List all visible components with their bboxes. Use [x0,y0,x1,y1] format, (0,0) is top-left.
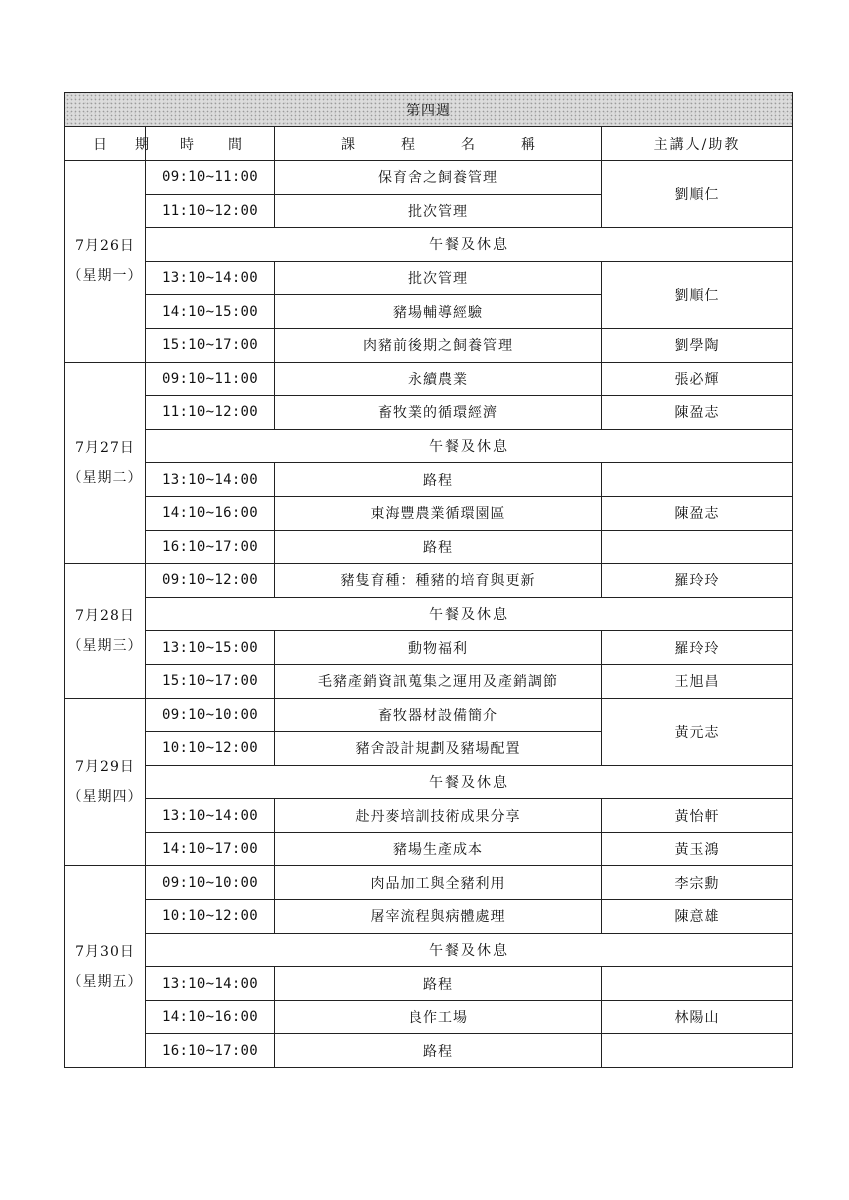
course-cell: 豬隻育種：種豬的培育與更新 [275,564,602,598]
lunch-cell: 午餐及休息 [146,765,793,799]
weekday-label: （星期二） [67,469,143,486]
schedule-table [64,92,793,1068]
table-row [65,967,793,1001]
header-date: 日期 [65,127,146,161]
lunch-row [65,228,793,262]
date-cell [65,564,146,698]
time-cell: 14:10~15:00 [146,295,275,329]
time-cell: 11:10~12:00 [146,194,275,228]
date-cell [65,161,146,363]
course-cell: 畜牧器材設備簡介 [275,698,602,732]
time-cell: 09:10~11:00 [146,161,275,195]
course-cell: 批次管理 [275,261,602,295]
table-row [65,799,793,833]
time-cell: 09:10~12:00 [146,564,275,598]
speaker-cell: 陳盈志 [602,496,793,530]
table-row [65,631,793,665]
weekday-label: （星期一） [67,268,143,285]
time-cell: 13:10~14:00 [146,261,275,295]
speaker-cell [602,1034,793,1068]
lunch-row [65,597,793,631]
header-speaker: 主講人/助教 [602,127,793,161]
lunch-row [65,765,793,799]
speaker-cell: 陳盈志 [602,396,793,430]
course-cell: 保育舍之飼養管理 [275,161,602,195]
speaker-cell [602,530,793,564]
weekday-label: （星期三） [67,637,143,654]
lunch-row [65,429,793,463]
time-cell: 09:10~11:00 [146,362,275,396]
table-row [65,900,793,934]
course-cell: 路程 [275,1034,602,1068]
course-cell: 路程 [275,530,602,564]
speaker-cell: 羅玲玲 [602,631,793,665]
course-cell: 毛豬產銷資訊蒐集之運用及產銷調節 [275,664,602,698]
speaker-cell: 張必輝 [602,362,793,396]
table-row [65,328,793,362]
date-cell [65,698,146,866]
table-row [65,530,793,564]
speaker-cell: 黃元志 [602,698,793,765]
time-cell: 09:10~10:00 [146,698,275,732]
speaker-cell: 劉順仁 [602,261,793,328]
table-row [65,396,793,430]
lunch-row [65,933,793,967]
speaker-cell: 陳意雄 [602,900,793,934]
course-cell: 畜牧業的循環經濟 [275,396,602,430]
course-cell: 豬場輔導經驗 [275,295,602,329]
course-cell: 路程 [275,967,602,1001]
course-cell: 肉豬前後期之飼養管理 [275,328,602,362]
time-cell: 09:10~10:00 [146,866,275,900]
speaker-cell: 李宗勳 [602,866,793,900]
speaker-cell: 黃玉鴻 [602,832,793,866]
speaker-cell: 王旭昌 [602,664,793,698]
date-label: 7月29日 [75,758,135,775]
table-row [65,261,793,295]
time-cell: 13:10~15:00 [146,631,275,665]
date-cell [65,866,146,1068]
time-cell: 13:10~14:00 [146,799,275,833]
time-cell: 14:10~17:00 [146,832,275,866]
table-row [65,362,793,396]
date-label: 7月30日 [75,943,135,960]
time-cell: 13:10~14:00 [146,463,275,497]
time-cell: 14:10~16:00 [146,496,275,530]
course-cell: 動物福利 [275,631,602,665]
course-cell: 豬舍設計規劃及豬場配置 [275,732,602,766]
week-title: 第四週 [65,93,793,127]
lunch-cell: 午餐及休息 [146,597,793,631]
header-course: 課程名稱 [275,127,602,161]
header-row [65,127,793,161]
course-cell: 肉品加工與全豬利用 [275,866,602,900]
course-cell: 豬場生產成本 [275,832,602,866]
time-cell: 11:10~12:00 [146,396,275,430]
speaker-cell: 林陽山 [602,1000,793,1034]
table-row [65,1034,793,1068]
date-cell [65,362,146,564]
time-cell: 16:10~17:00 [146,1034,275,1068]
speaker-cell: 劉順仁 [602,161,793,228]
lunch-cell: 午餐及休息 [146,228,793,262]
time-cell: 10:10~12:00 [146,900,275,934]
time-cell: 14:10~16:00 [146,1000,275,1034]
table-row [65,832,793,866]
speaker-cell: 黃怡軒 [602,799,793,833]
lunch-cell: 午餐及休息 [146,429,793,463]
course-cell: 赴丹麥培訓技術成果分享 [275,799,602,833]
course-cell: 批次管理 [275,194,602,228]
table-row [65,664,793,698]
course-cell: 東海豐農業循環園區 [275,496,602,530]
speaker-cell: 羅玲玲 [602,564,793,598]
table-row [65,161,793,195]
speaker-cell: 劉學陶 [602,328,793,362]
course-cell: 屠宰流程與病體處理 [275,900,602,934]
table-row [65,1000,793,1034]
week-title-row [65,93,793,127]
weekday-label: （星期四） [67,788,143,805]
date-label: 7月28日 [75,607,135,624]
time-cell: 13:10~14:00 [146,967,275,1001]
table-row [65,698,793,732]
table-row [65,463,793,497]
date-label: 7月27日 [75,439,135,456]
table-row [65,564,793,598]
time-cell: 15:10~17:00 [146,328,275,362]
course-cell: 路程 [275,463,602,497]
course-cell: 永續農業 [275,362,602,396]
course-cell: 良作工場 [275,1000,602,1034]
table-row [65,496,793,530]
speaker-cell [602,463,793,497]
time-cell: 15:10~17:00 [146,664,275,698]
time-cell: 10:10~12:00 [146,732,275,766]
header-time: 時間 [146,127,275,161]
time-cell: 16:10~17:00 [146,530,275,564]
date-label: 7月26日 [75,238,135,255]
lunch-cell: 午餐及休息 [146,933,793,967]
weekday-label: （星期五） [67,973,143,990]
speaker-cell [602,967,793,1001]
table-row [65,866,793,900]
